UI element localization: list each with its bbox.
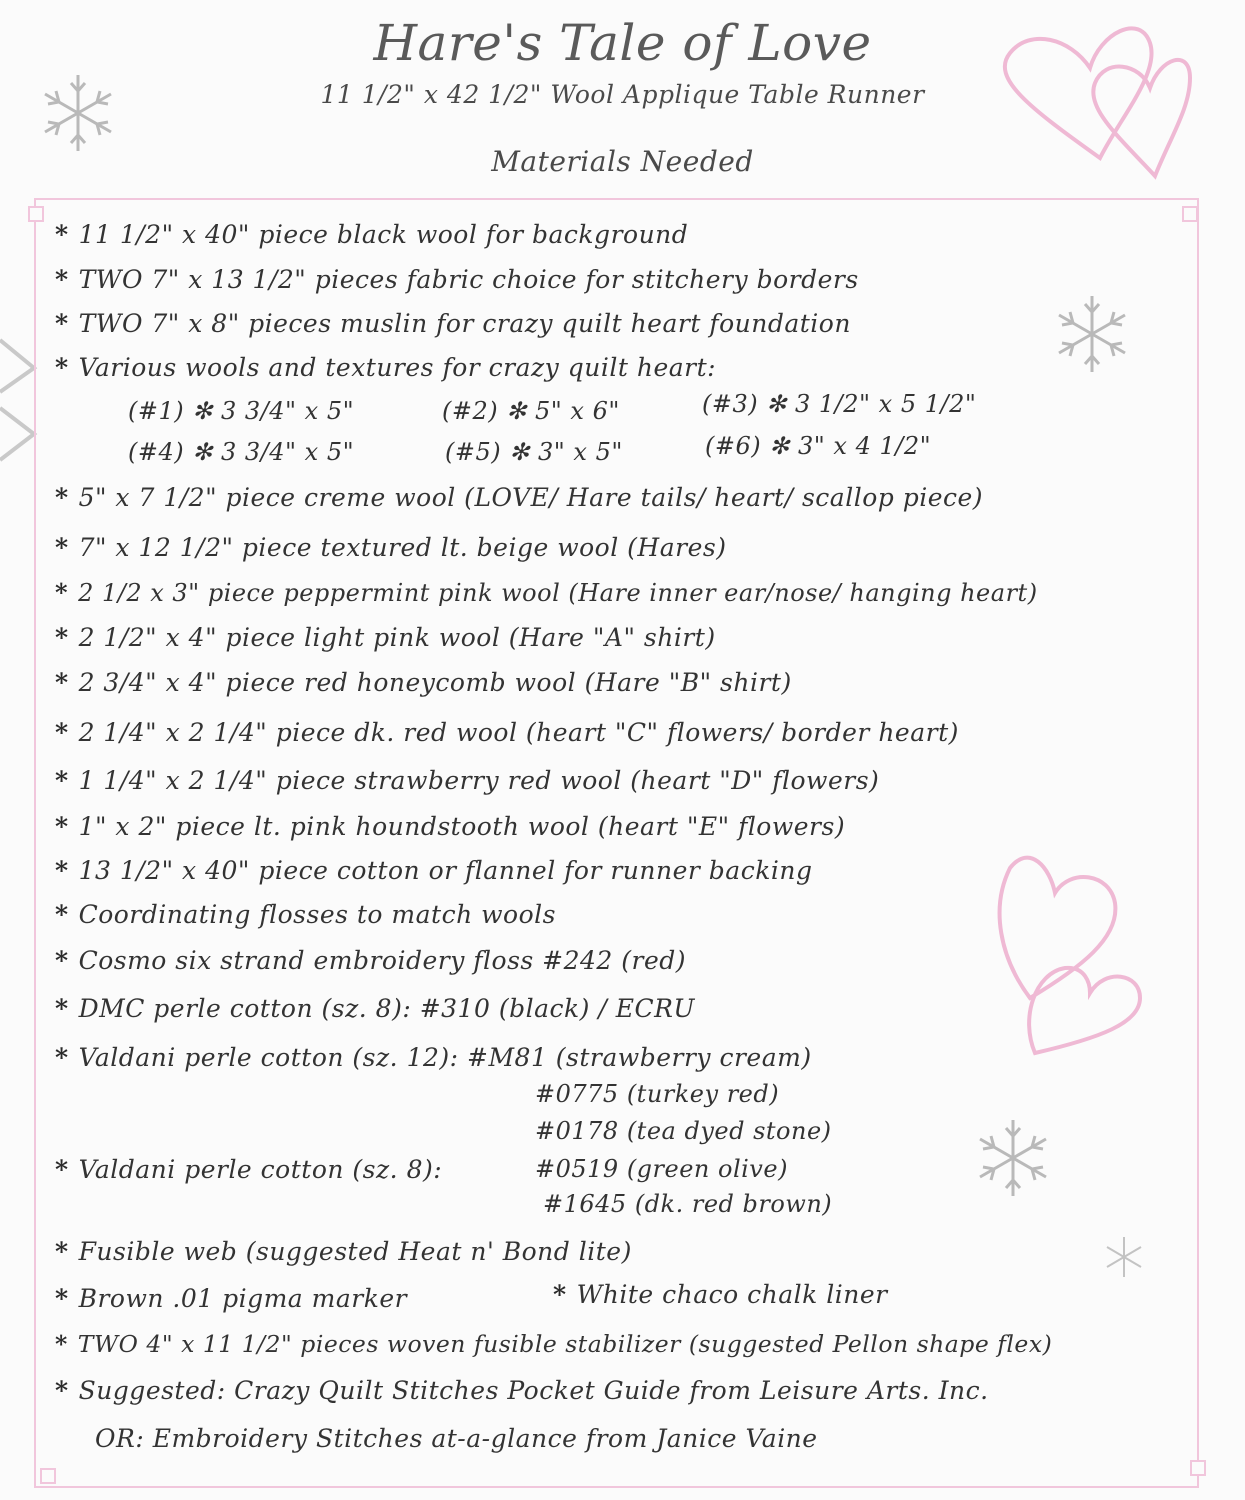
list-item: * 2 1/2 x 3" piece peppermint pink wool (Hare inner ear/nose/ hanging heart) [55, 578, 1038, 607]
heart-piece: (#2) ✻ 5" x 6" [442, 397, 620, 425]
border-corner [28, 206, 44, 222]
border-corner [1182, 206, 1198, 222]
list-item: OR: Embroidery Stitches at-a-glance from Janice Vaine [95, 1424, 818, 1453]
list-item: * 5" x 7 1/2" piece creme wool (LOVE/ Hare tails/ heart/ scallop piece) [55, 483, 984, 512]
thread-color: #1645 (dk. red brown) [543, 1190, 833, 1218]
list-item: * Fusible web (suggested Heat n' Bond lite) [55, 1237, 632, 1266]
list-item: * TWO 7" x 8" pieces muslin for crazy quilt heart foundation [55, 309, 851, 338]
thread-color: #0178 (tea dyed stone) [535, 1117, 832, 1145]
thread-color: #0519 (green olive) [535, 1155, 788, 1183]
list-item: * White chaco chalk liner [553, 1280, 888, 1309]
list-item: * Coordinating flosses to match wools [55, 900, 556, 929]
page-subtitle: 11 1/2" x 42 1/2" Wool Applique Table Runner [320, 80, 925, 109]
list-item: * TWO 4" x 11 1/2" pieces woven fusible stabilizer (suggested Pellon shape flex) [55, 1330, 1053, 1358]
list-item: * Various wools and textures for crazy quilt heart: [55, 353, 717, 382]
section-heading: Materials Needed [491, 145, 754, 178]
heart-piece: (#5) ✻ 3" x 5" [445, 438, 623, 466]
list-item: * Valdani perle cotton (sz. 12): #M81 (strawberry cream) [55, 1043, 812, 1072]
border-corner [40, 1468, 56, 1484]
list-item: * DMC perle cotton (sz. 8): #310 (black) / ECRU [55, 994, 695, 1023]
list-item: * 13 1/2" x 40" piece cotton or flannel for runner backing [55, 856, 813, 885]
list-item: * 2 1/2" x 4" piece light pink wool (Hare "A" shirt) [55, 623, 716, 652]
list-item: * Suggested: Crazy Quilt Stitches Pocket Guide from Leisure Arts. Inc. [55, 1376, 989, 1405]
list-item: * Valdani perle cotton (sz. 8): [55, 1155, 443, 1184]
list-item: * 1" x 2" piece lt. pink houndstooth wool (heart "E" flowers) [55, 812, 846, 841]
list-item: * 1 1/4" x 2 1/4" piece strawberry red wool (heart "D" flowers) [55, 766, 880, 795]
thread-color: #0775 (turkey red) [535, 1080, 780, 1108]
heart-piece: (#3) ✻ 3 1/2" x 5 1/2" [702, 390, 977, 418]
list-item: * Cosmo six strand embroidery floss #242 (red) [55, 946, 687, 975]
list-item: * 2 1/4" x 2 1/4" piece dk. red wool (heart "C" flowers/ border heart) [55, 718, 959, 747]
heart-piece: (#4) ✻ 3 3/4" x 5" [128, 438, 355, 466]
list-item: * TWO 7" x 13 1/2" pieces fabric choice for stitchery borders [55, 265, 859, 294]
list-item: * 11 1/2" x 40" piece black wool for background [55, 220, 689, 249]
list-item: * 7" x 12 1/2" piece textured lt. beige wool (Hares) [55, 533, 727, 562]
list-item: * Brown .01 pigma marker [55, 1284, 408, 1313]
heart-piece: (#1) ✻ 3 3/4" x 5" [128, 397, 355, 425]
heart-piece: (#6) ✻ 3" x 4 1/2" [705, 432, 932, 460]
page-title: Hare's Tale of Love [373, 14, 872, 72]
border-corner [1190, 1460, 1206, 1476]
list-item: * 2 3/4" x 4" piece red honeycomb wool (Hare "B" shirt) [55, 668, 792, 697]
